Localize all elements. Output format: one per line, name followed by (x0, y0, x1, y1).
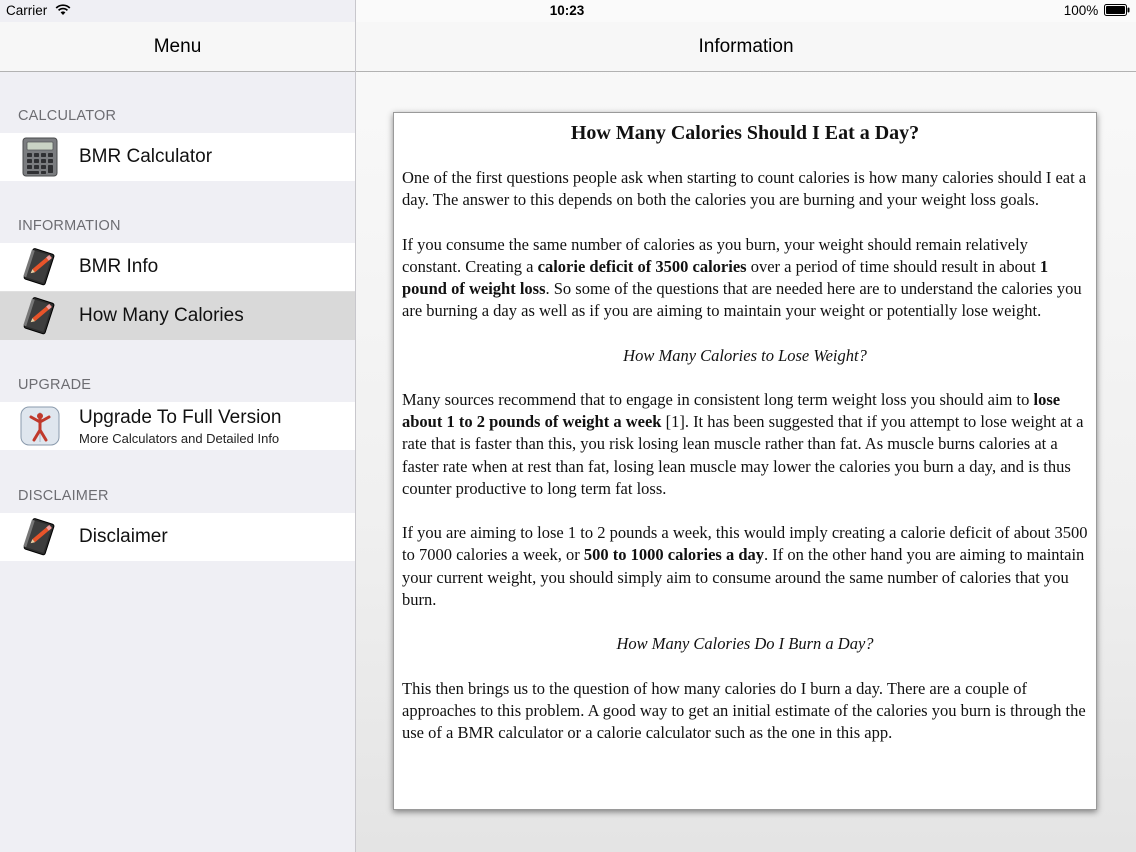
article-paragraph: One of the first questions people ask when starting to count calories is how many calories should I eat a day. The answer to this depends on both the calories you are burning and your weight loss goals. (402, 168, 1087, 210)
status-carrier (6, 0, 71, 22)
menu-item-upgrade[interactable] (0, 402, 355, 450)
article-document[interactable] (393, 112, 1097, 810)
master-pane (0, 0, 356, 852)
menu-nav-bar (0, 22, 355, 72)
bold-text: 1 pound of weight loss (402, 256, 1049, 298)
menu-item-label: How Many Calories (79, 305, 244, 326)
status-time: 10:23 (549, 3, 585, 18)
fitness-figure-icon (20, 406, 60, 446)
information-nav-bar (356, 22, 1136, 72)
menu-item-label: BMR Info (79, 256, 159, 277)
article-paragraph: This then brings us to the question of how many calories do I burn a day. There are a couple of approaches to this problem. A good way to get an initial estimate of the calories you burn is through the use of a BMR calculator or a calorie calculator such as the one in this app. (402, 678, 1086, 742)
carrier-label: Carrier (6, 3, 48, 18)
article-subheading: How Many Calories to Lose Weight? (623, 345, 867, 365)
menu-item-sublabel: More Calculators and Detailed Info (79, 431, 280, 446)
article-paragraph: If you consume the same number of calories as you burn, your weight should remain relatively constant. Creating a calorie deficit of 3500 calories over a period of time should result in about 1 pound of weight loss. So some of the questions that are needed here are to understand the calories you are burning a day as well as if you are aiming to maintain your weight or potentially lose weight. (402, 234, 1082, 321)
article-paragraph: Many sources recommend that to engage in consistent long term weight loss you should aim to lose about 1 to 2 pounds of weight a week [1]. It has been suggested that if you attempt to lose weight at a rate that is faster than this, you risk losing lean muscle rather than fat. As muscle burns calories at a faster rate when at rest than fat, losing lean muscle may lower the calories you burn a day, and is thus counter productive to long term fat loss. (402, 389, 1084, 498)
wifi-icon (55, 4, 71, 16)
menu-item-bmr-calculator[interactable] (0, 133, 355, 181)
menu-item-label: BMR Calculator (79, 146, 213, 167)
section-header-disclaimer: DISCLAIMER (18, 488, 109, 504)
bold-text: 500 to 1000 calories a day (583, 545, 765, 565)
bold-text: lose about 1 to 2 pounds of weight a week (402, 389, 1061, 432)
article-subheading: How Many Calories Do I Burn a Day? (616, 634, 874, 654)
section-header-calculator: CALCULATOR (18, 108, 117, 124)
notebook-pencil-icon (20, 247, 60, 287)
menu-item-bmr-info[interactable] (0, 243, 355, 291)
menu-item-disclaimer[interactable] (0, 513, 355, 561)
menu-item-label: Upgrade To Full Version (79, 407, 282, 428)
detail-pane (356, 0, 1136, 852)
status-battery (1064, 0, 1130, 22)
battery-percent: 100% (1063, 3, 1099, 18)
calculator-icon (20, 137, 60, 177)
battery-icon (1104, 4, 1130, 16)
article-paragraph: If you are aiming to lose 1 to 2 pounds a week, this would imply creating a calorie deficit of about 3500 to 7000 calories a week, or 500 to 1000 calories a day. If on the other hand you are aiming to maintain your current weight, you should simply aim to consume around the same number of calories that you burn. (402, 523, 1088, 609)
menu-item-how-many-calories[interactable] (0, 292, 355, 340)
menu-title: Menu (153, 36, 202, 57)
section-header-information: INFORMATION (18, 218, 121, 234)
article-title: How Many Calories Should I Eat a Day? (570, 122, 920, 144)
information-title: Information (698, 36, 794, 57)
menu-item-label: Disclaimer (79, 526, 168, 547)
notebook-pencil-icon (20, 296, 60, 336)
bold-text: calorie deficit of 3500 calories (537, 256, 747, 276)
notebook-pencil-icon (20, 517, 60, 557)
section-header-upgrade: UPGRADE (18, 377, 92, 393)
